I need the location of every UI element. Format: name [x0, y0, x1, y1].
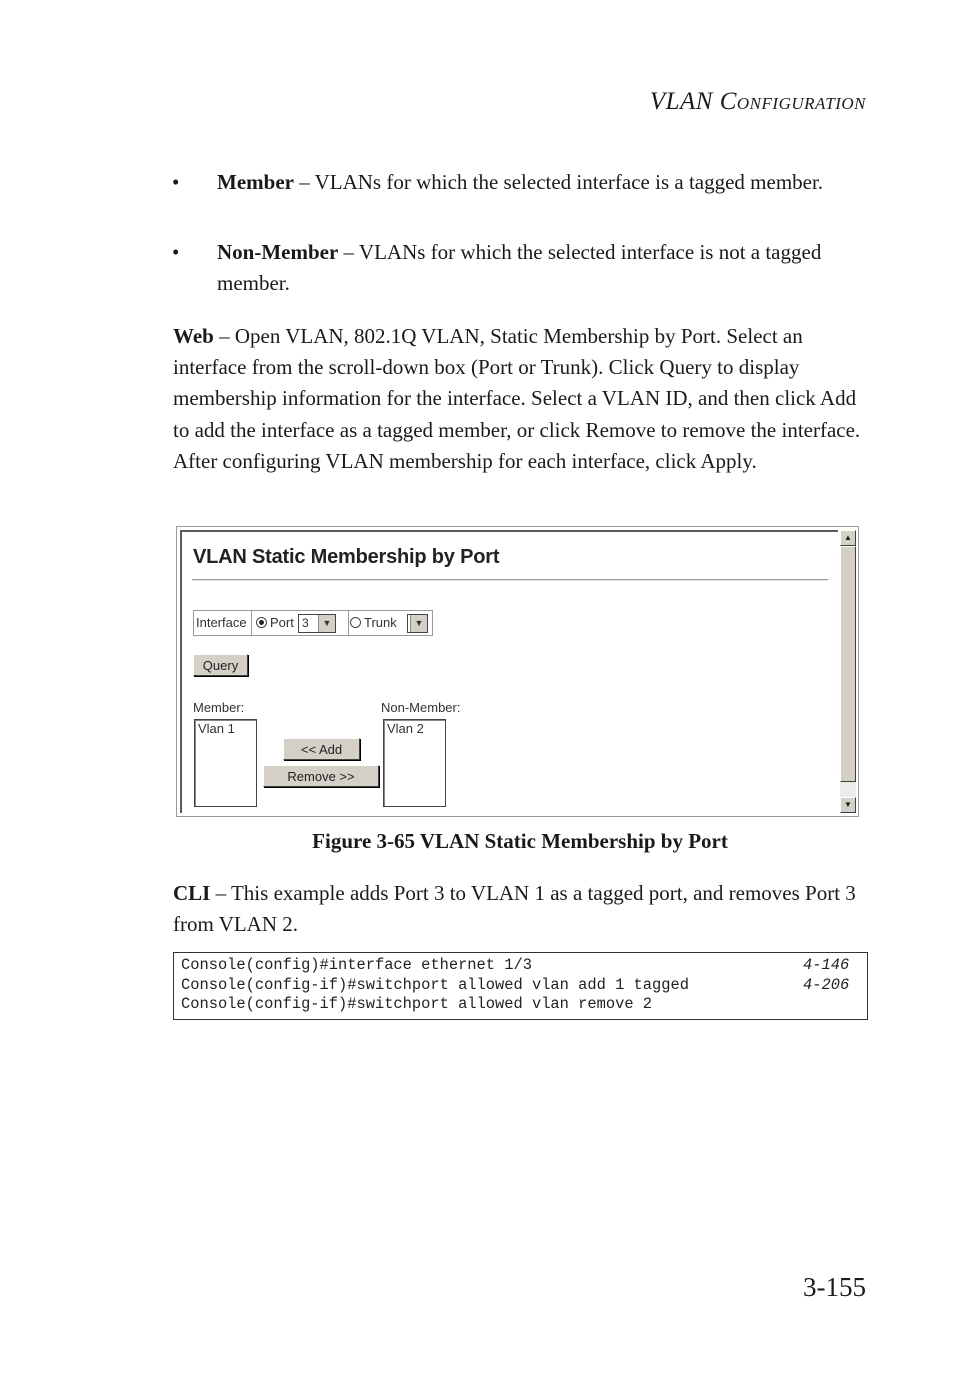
vertical-scrollbar[interactable]: [840, 530, 856, 813]
code-line: [181, 995, 867, 1015]
running-header: [650, 88, 866, 116]
code-command: Console(config)#interface ethernet 1/3: [181, 956, 532, 974]
cli-text: – This example adds Port 3 to VLAN 1 as a tagged port, and removes Port 3 from VLAN 2.: [173, 881, 856, 937]
screenshot-figure: [176, 526, 859, 817]
port-select-value: 3: [302, 616, 309, 630]
code-line: [181, 956, 867, 976]
running-header-smallcaps: ONFIGURATION: [736, 94, 866, 113]
scroll-up-icon[interactable]: ▲: [840, 530, 856, 546]
web-paragraph: [173, 321, 873, 477]
remove-button[interactable]: Remove >>: [263, 765, 379, 787]
cli-term: CLI: [173, 881, 211, 905]
figure-caption: Figure 3-65 VLAN Static Membership by Port: [312, 829, 728, 853]
code-reference: 4-146: [803, 956, 850, 974]
figure-title: VLAN Static Membership by Port: [193, 546, 500, 568]
member-label: Member:: [193, 700, 245, 715]
scroll-down-icon[interactable]: ▼: [840, 797, 856, 813]
bullet-member: [172, 167, 832, 198]
code-line: [181, 976, 867, 996]
port-select[interactable]: [298, 614, 336, 633]
page-number: 3-155: [803, 1272, 866, 1302]
chevron-down-icon: ▼: [318, 615, 335, 632]
interface-label: Interface: [194, 611, 252, 635]
bullet-term: Member: [217, 170, 294, 194]
query-button[interactable]: Query: [193, 654, 248, 676]
bullet-text: – VLANs for which the selected interface is not a tagged member.: [217, 240, 822, 295]
bullet-non-member: [172, 237, 832, 299]
chevron-down-icon: ▼: [410, 615, 427, 632]
cli-paragraph: [173, 878, 873, 940]
web-text: – Open VLAN, 802.1Q VLAN, Static Membership by Port. Select an interface from the scroll-down box (Port or Trunk). Click Query to display membership information for the interface. Select a VLAN ID, and then click Add to add the interface as a tagged member, or click Remove to remove the interface. After configuring VLAN membership for each interface, click Apply.: [173, 324, 861, 473]
title-divider: [192, 579, 828, 581]
trunk-select[interactable]: [407, 614, 428, 633]
list-item[interactable]: Vlan 2: [387, 721, 424, 736]
non-member-listbox[interactable]: [383, 719, 446, 807]
trunk-radio[interactable]: [350, 617, 361, 628]
bullet-term: Non-Member: [217, 240, 339, 264]
trunk-label: Trunk: [364, 615, 397, 630]
code-reference: 4-206: [803, 975, 850, 994]
bullet-dot: •: [172, 170, 180, 194]
trunk-cell: [344, 611, 438, 635]
port-cell: [251, 611, 349, 635]
web-term: Web: [173, 324, 214, 348]
code-block: [173, 952, 868, 1020]
non-member-label: Non-Member:: [381, 700, 461, 715]
scroll-thumb[interactable]: [840, 546, 856, 782]
port-label: Port: [270, 615, 294, 630]
code-command: Console(config-if)#switchport allowed vlan remove 2: [181, 995, 653, 1013]
port-radio[interactable]: [256, 617, 267, 628]
bullet-text: – VLANs for which the selected interface is a tagged member.: [293, 170, 824, 194]
member-listbox[interactable]: [194, 719, 257, 807]
add-button[interactable]: << Add: [283, 738, 360, 760]
list-item[interactable]: Vlan 1: [198, 721, 235, 736]
bullet-dot: •: [172, 240, 180, 264]
interface-selector: [193, 610, 433, 636]
running-header-main: VLAN C: [649, 88, 737, 115]
code-command: Console(config-if)#switchport allowed vlan add 1 tagged: [181, 975, 689, 994]
